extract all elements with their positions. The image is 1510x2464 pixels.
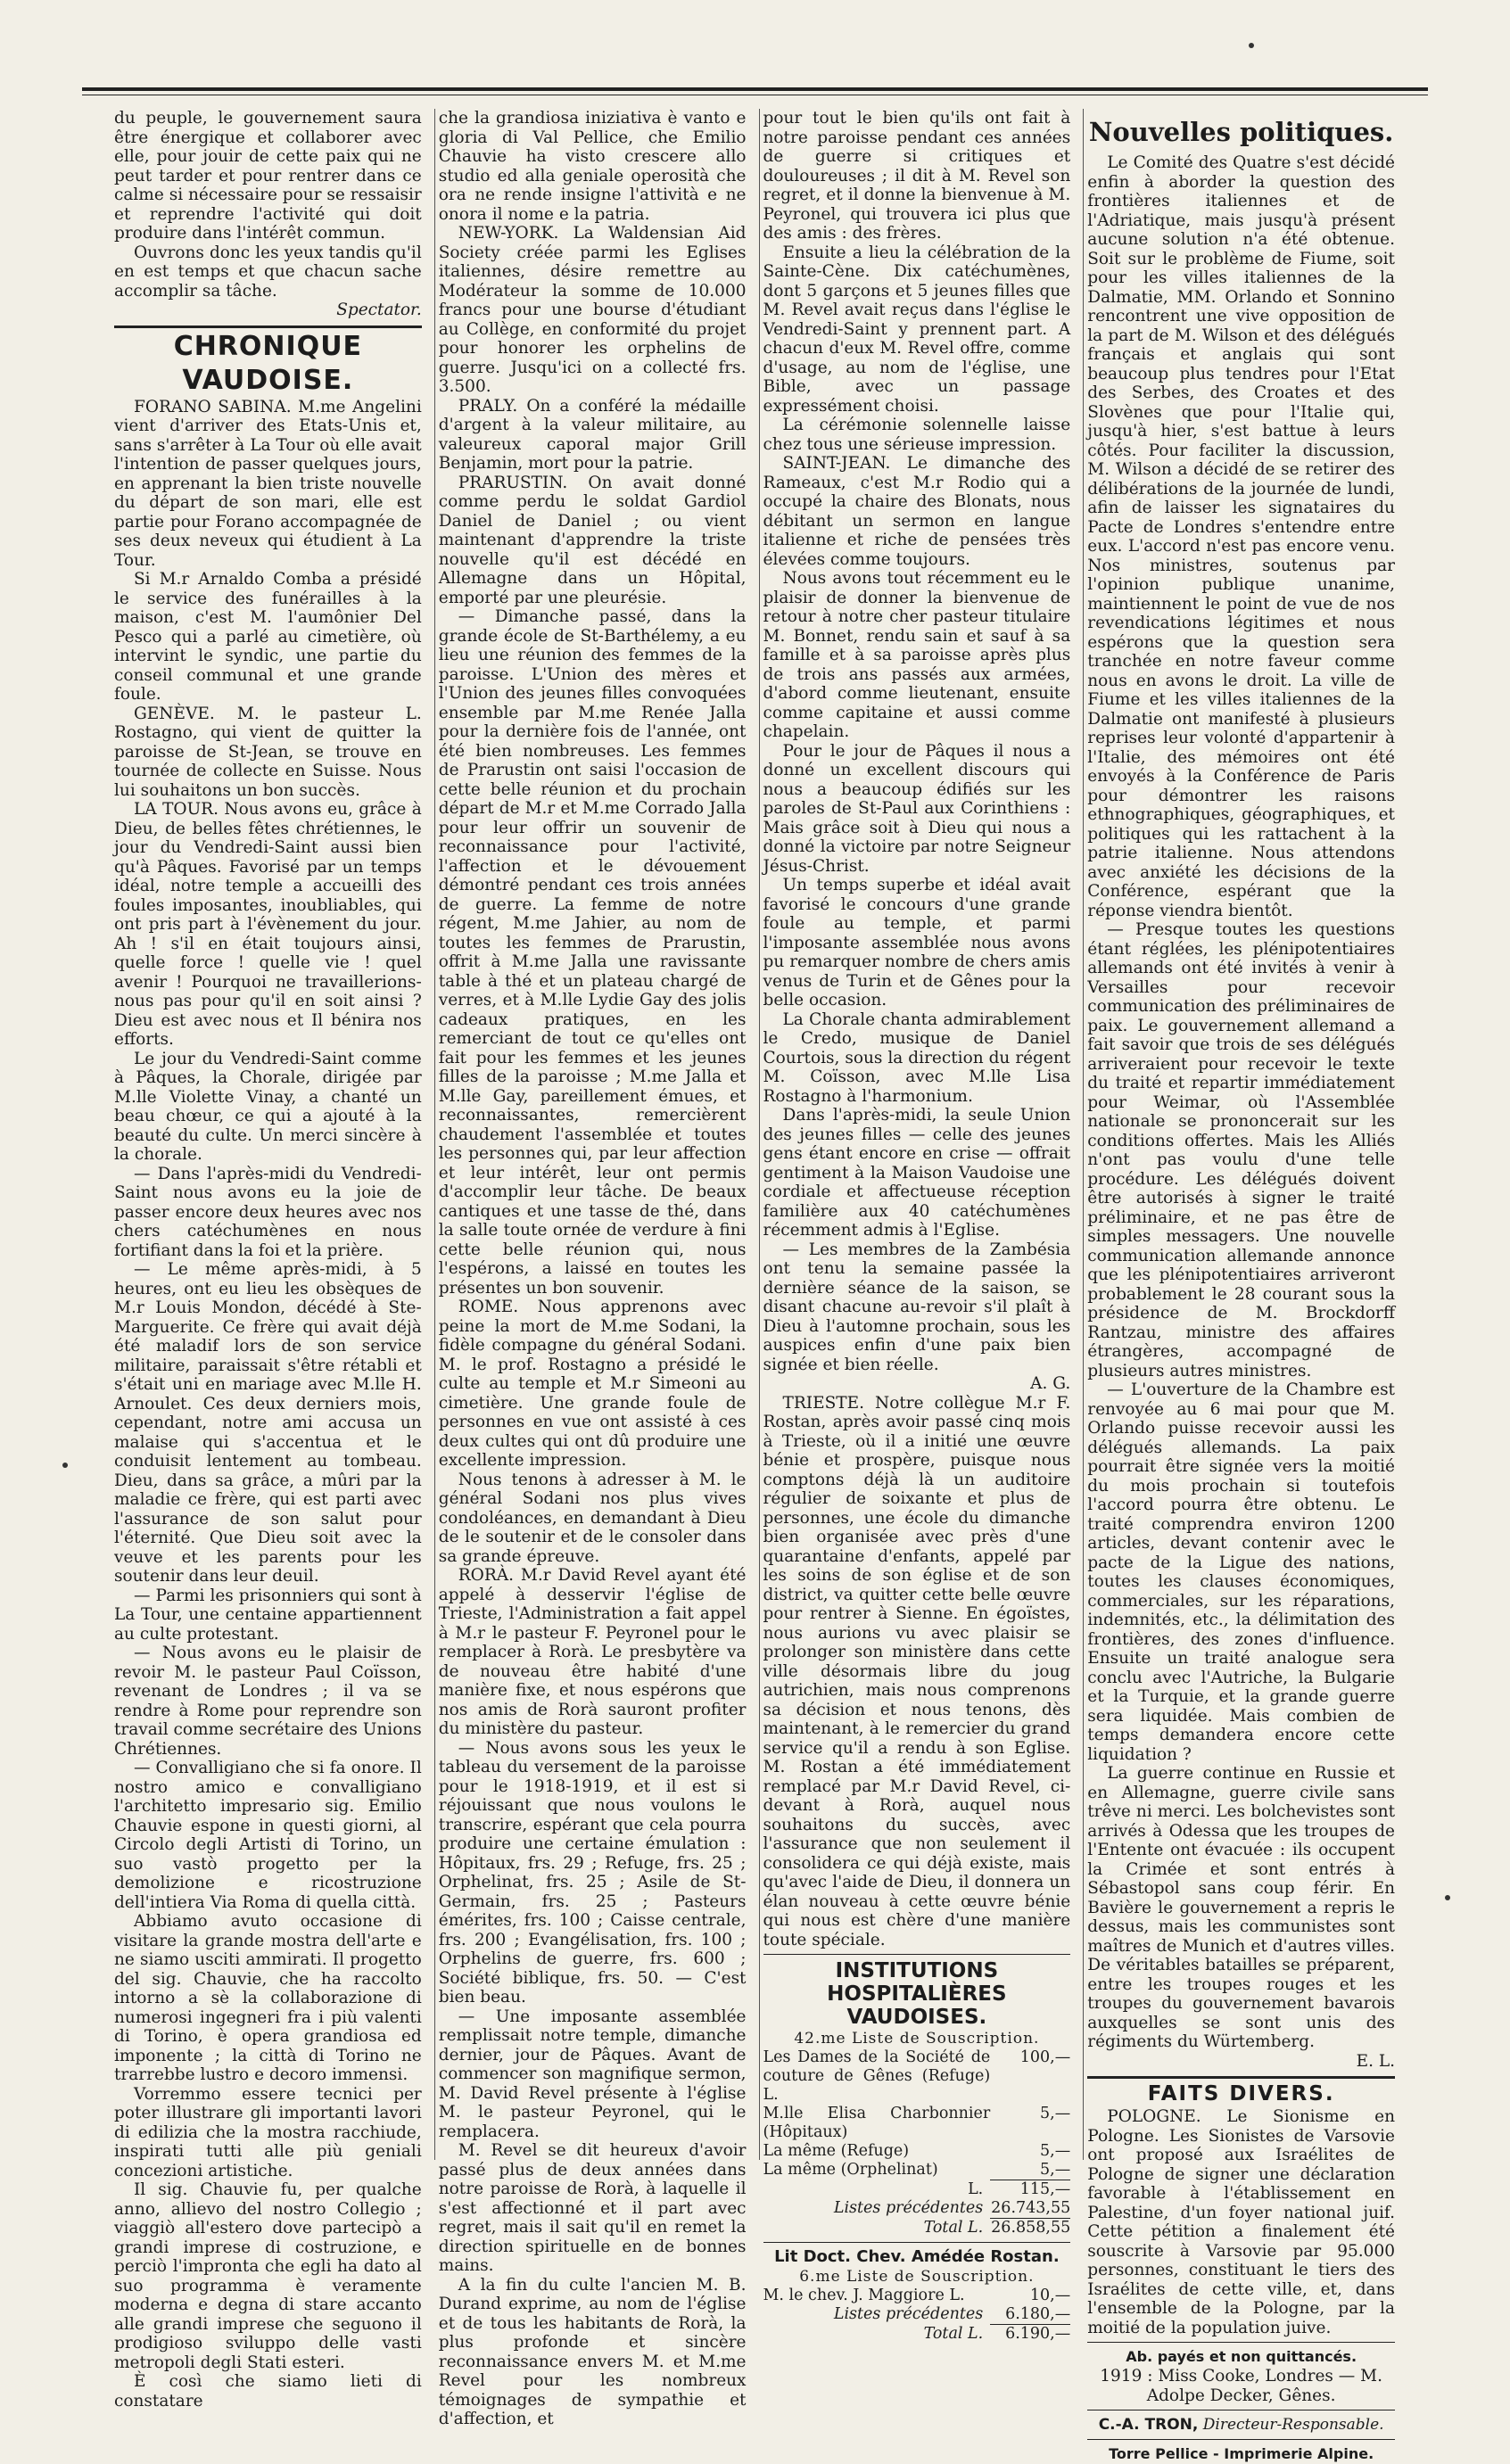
article-paragraph: PRALY. On a conféré la médaille d'argent à la valeur militaire, au valeureux caporal major Grill Benjamin, mort pour la patrie. xyxy=(438,396,747,473)
ledger-label: L. xyxy=(968,2180,984,2198)
article-paragraph: Le Comité des Quatre s'est décidé enfin à aborder la question des frontières italiennes et de l'Adriatique, mais jusqu'à présent aucune solution n'a été obtenue. Soit sur le problème de Fiume, soit pour les villes italiennes de la Dalmatie, MM. Orlando et Sonnino rencontrent une vive opposition de la part de M. Wilson et des délégués français et anglais qui sont beaucoup plus tendres pour l'Etat des Serbes, des Croates et des Slovènes que pour l'Italie qui, jusqu'à hier, s'est battue à leurs côtés. Pour faciliter la discussion, M. Wilson a décidé de se retirer des délibérations de la journée de lundi, afin de laisser les signataires du Pacte de Londres s'entendre entre eux. L'accord n'est pas encore venu. Nos ministres, soutenus par l'opinion publique unanime, maintiennent le point de vue de nos revendications légitimes et nous espérons que la question sera tranchée en notre faveur comme nous en avons le droit. La ville de Fiume et les villes italiennes de la Dalmatie ont manifesté à plusieurs reprises leur volonté d'appartenir à l'Italie, des mémoires ont été envoyés à la Conférence de Paris pour démontrer les raisons ethnographiques, géographiques, et politiques qui les rattachent à la patrie italienne. Nous attendons avec anxiété les décisions de la Conférence, espérant que la réponse viendra bientôt. xyxy=(1087,153,1395,920)
article-paragraph: La guerre continue en Russie et en Allemagne, guerre civile sans trêve ni merci. Les bolchevistes sont arrivés à Odessa que les troupes de l'Entente ont évacuée : ils occupent la Crimée et sont entrés à Sébastopol sans coup férir. En Bavière le gouvernement a repris le dessus, mais les communistes sont maîtres de Munich et d'autres villes. De véritables batailles se préparent, entre les troupes rouges et les troupes du gouvernement bavarois auxquelles se sont unis des régiments du Würtemberg. xyxy=(1087,1764,1395,2051)
ledger-amount: 5,— xyxy=(1040,2142,1071,2160)
lit-subscription-table xyxy=(763,2287,1071,2344)
column-2 xyxy=(434,109,750,2428)
section-rule xyxy=(1087,2439,1395,2440)
subscriptions-text: 1919 : Miss Cooke, Londres — M. Adolpe Decker, Gênes. xyxy=(1100,2367,1382,2405)
article-paragraph: RORÀ. M.r David Revel ayant été appelé à desservir l'église de Trieste, l'Administration a fait appel à M.r le pasteur F. Peyronel pour le remplacer à Rorà. Le presbytère va de nouveau être habité d'une manière fixe, et nous espérons que nos amis de Rorà sauront profiter du ministère du pasteur. xyxy=(438,1566,747,1738)
ledger-label: M. le chev. J. Maggiore L. xyxy=(763,2287,965,2304)
article-paragraph: LA TOUR. Nous avons eu, grâce à Dieu, de belles fêtes chrétiennes, le jour du Vendredi-Saint aussi bien qu'à Pâques. Favorisé par un temps idéal, notre temple a accueilli des foules imposantes, inoubliables, qui ont pris part à l'évènement du jour. Ah ! s'il en était toujours ainsi, quelle force ! quelle vie ! quel avenir ! Pourquoi ne travaillerions-nous pas pour qu'il en soit ainsi ? Dieu est avec nous et Il bénira nos efforts. xyxy=(114,800,422,1049)
section-rule xyxy=(763,2242,1071,2243)
table-row xyxy=(763,2105,1071,2142)
table-row xyxy=(763,2161,1071,2180)
ledger-amount: 5,— xyxy=(1040,2161,1071,2179)
ledger-label: Listes précédentes xyxy=(833,2199,984,2217)
article-paragraph: È così che siamo lieti di constatare xyxy=(114,2372,422,2410)
top-rule xyxy=(82,87,1428,91)
article-paragraph: — Parmi les prisonniers qui sont à La Tour, une centaine appartiennent au culte protestant. xyxy=(114,1586,422,1644)
article-paragraph: Ensuite a lieu la célébration de la Sainte-Cène. Dix catéchumènes, dont 5 garçons et 5 jeunes filles que M. Revel avait reçus dans l'église le Vendredi-Saint y prennent part. A chacun d'eux M. Revel offre, comme d'usage, au nom de l'église, une Bible, avec un passage expressément choisi. xyxy=(763,243,1071,416)
section-rule xyxy=(1087,2076,1395,2079)
article-paragraph: La cérémonie solennelle laisse chez tous une sérieuse impression. xyxy=(763,416,1071,454)
ledger-label: Listes précédentes xyxy=(833,2305,984,2323)
lit-heading: Lit Doct. Chev. Amédée Rostan. xyxy=(774,2247,1060,2266)
intro-paragraph: du peuple, le gouvernement saura être énergique et collaborer avec elle, pour jouir de cette paix qui ne peut tarder et pour rentrer dans ce calme si nécessaire pour se ressaisir et reprendre l'activité qui doit produire dans l'intérêt commun. xyxy=(114,109,422,243)
subscription-list-title: 42.me Liste de Souscription. xyxy=(794,2030,1040,2048)
article-paragraph: Il sig. Chauvie fu, per qualche anno, allievo del nostro Collegio ; viaggiò all'estero dove partecipò a grandi imprese di costruzione, e perciò l'impronta che egli ha dato al suo programma è veramente moderna e degna di stare accanto alle grandi imprese che seguono il prodigioso sviluppo delle vasti metropoli degli Stati esteri. xyxy=(114,2180,422,2372)
article-paragraph: — Convalligiano che si fa onore. Il nostro amico e convalligiano l'architetto impresario sig. Emilio Chauvie espone in questi giorni, al Circolo degli Artisti di Torino, un suo vastò progetto per la demolizione e ricostruzione dell'intiera Via Roma di quella città. xyxy=(114,1759,422,1912)
ledger-amount: 6.190,— xyxy=(990,2325,1070,2345)
article-signature: A. G. xyxy=(1030,1374,1071,1393)
printer-line: Torre Pellice - Imprimerie Alpine. xyxy=(1109,2445,1374,2462)
newspaper-page xyxy=(111,109,1399,2462)
institutions-heading-2: HOSPITALIÈRES VAUDOISES. xyxy=(827,1982,1007,2029)
page-mark xyxy=(62,1463,68,1468)
ledger-amount: 5,— xyxy=(1040,2105,1071,2122)
article-paragraph: GENÈVE. M. le pasteur L. Rostagno, qui vient de quitter la paroisse de St-Jean, se trouve en tournée de collecte en Suisse. Nous lui souhaitons un bon succès. xyxy=(114,704,422,800)
ledger-amount: 10,— xyxy=(1029,2287,1071,2304)
article-paragraph: Vorremmo essere tecnici per poter illustrare gli importanti lavori di edilizia che la mostra racchiude, inspirati tutti alle più geniali concezioni artistiche. xyxy=(114,2084,422,2180)
faits-divers-heading: FAITS DIVERS. xyxy=(1147,2082,1335,2106)
article-paragraph: — Une imposante assemblée remplissait notre temple, dimanche dernier, jour de Pâques. Avant de commencer son magnifique sermon, M. David Revel présente à l'église M. le pasteur Peyronel, qui le remplacera. xyxy=(438,2007,747,2141)
article-paragraph: — Dans l'après-midi du Vendredi-Saint nous avons eu la joie de passer encore deux heures avec nos chers catéchumènes en nous fortifiant dans la foi et la prière. xyxy=(114,1164,422,1260)
article-paragraph: — Dimanche passé, dans la grande école de St-Barthélemy, a eu lieu une réunion des femmes de la paroisse. L'Union des mères et l'Union des jeunes filles convoquées ensemble par M.me Renée Jalla pour la dernière fois de l'année, ont été bien nombreuses. Les femmes de Prarustin ont saisi l'occasion de cette belle réunion et du prochain départ de M.r et M.me Corrado Jalla pour leur offrir un souvenir de reconnaissance pour l'activité, l'affection et le dévouement démontré pendant ces trois années de guerre. La femme de notre régent, M.me Jahier, au nom de toutes les femmes de Prarustin, offrit à M.me Jalla une ravissante table à thé et un plateau chargé de verres, et à M.lle Lydie Gay des jolis cadeaux pratiques, en les remerciant de tout ce qu'elles ont fait pour les femmes et les jeunes filles de la paroisse ; M.me Jalla et M.lle Gay, pareillement émues, et reconnaissantes, remercièrent chaudement l'assemblée et toutes les personnes qui, par leur affection et leur intérêt, leur ont permis d'accomplir leur tâche. De beaux cantiques et une tasse de thé, dans la salle toute ornée de verdure à fini cette belle réunion qui, nous l'espérons, a laissé en toutes les présentes un bon souvenir. xyxy=(438,607,747,1298)
article-paragraph: M. Revel se dit heureux d'avoir passé plus de deux années dans notre paroisse de Rorà, à laquelle il s'est affectionné et il part avec regret, mais il sait qu'il en remet la direction spirituelle en de bonnes mains. xyxy=(438,2141,747,2275)
article-paragraph: Dans l'après-midi, la seule Union des jeunes filles — celle des jeunes gens étant encore en crise — offrait gentiment à la Maison Vaudoise une cordiale et affectueuse réception familière aux 40 catéchumènes récemment admis à l'Eglise. xyxy=(763,1106,1071,1240)
institutions-heading: INSTITUTIONS xyxy=(835,1959,999,1982)
editor-name: C.-A. TRON, xyxy=(1098,2416,1199,2434)
table-row xyxy=(763,2287,1071,2305)
subscriptions-heading: Ab. payés et non quittancés. xyxy=(1126,2348,1357,2365)
article-paragraph: Si M.r Arnaldo Comba a présidé le service des funérailles à la maison, c'est M. l'aumônier Del Pesco qui a parlé au cimetière, où intervint le syndic, une partie du conseil communal et une grande foule. xyxy=(114,570,422,704)
table-row xyxy=(763,2142,1071,2161)
article-paragraph: POLOGNE. Le Sionisme en Pologne. Les Sionistes de Varsovie ont proposé aux Israélites de Pologne de signer une déclaration favorable à l'établissement en Palestine, d'un foyer national juif. Cette pétition a finalement été souscrite à Varsovie par 95.000 personnes, constituant le tiers des Israélites de cette ville, et, dans l'ensemble de la Pologne, par la moitié de la population juive. xyxy=(1087,2107,1395,2337)
column-1 xyxy=(111,109,425,2410)
article-paragraph: — Les membres de la Zambésia ont tenu la semaine passée la dernière séance de la saison, se disant chacune au-revoir s'il plaît à Dieu à l'automne prochain, sous les auspices enfin d'une paix bien signée et bien réelle. xyxy=(763,1240,1071,1374)
intro-signature: Spectator. xyxy=(336,301,422,319)
article-paragraph: Un temps superbe et idéal avait favorisé le concours d'une grande foule au temple, et parmi l'imposante assemblée nous avons pu remarquer nombre de chers amis venus de Turin et de Gênes pour la belle occasion. xyxy=(763,876,1071,1009)
article-paragraph: Pour le jour de Pâques il nous a donné un excellent discours qui nous a beaucoup édifiés sur les paroles de St-Paul aux Corinthiens : Mais grâce soit à Dieu qui nous a donné la victoire par notre Seigneur Jésus-Christ. xyxy=(763,741,1071,876)
ledger-amount: 26.743,55 xyxy=(991,2199,1071,2217)
table-row-total xyxy=(763,2325,1071,2345)
article-paragraph: — Presque toutes les questions étant réglées, les plénipotentiaires allemands ont été invités à venir à Versailles pour recevoir communication des préliminaires de paix. Le gouvernement allemand a fait savoir que trois de ses délégués arriveraient pour recevoir le texte du traité et repartir immédiatement pour Weimar, où l'Assemblée nationale se prononcerait sur les conditions offertes. Mais les Alliés n'ont pas voulu d'une telle procédure. Les délégués doivent être autorisés à signer le traité préliminaire, et ne pas être de simples messagers. Une nouvelle communication allemande annonce que les plénipotentiaires arriveront probablement le 28 courant sous la présidence de M. Brockdorff Rantzau, ministre des affaires étrangères, accompagné de plusieurs autres ministres. xyxy=(1087,920,1395,1380)
article-paragraph: che la grandiosa iniziativa è vanto e gloria di Val Pellice, che Emilio Chauvie ha visto crescere allo studio ed alla geniale operosità che ora ne rende insigne l'attività e ne onora il nome e la patria. xyxy=(438,109,747,224)
lit-subscription-title: 6.me Liste de Souscription. xyxy=(799,2268,1035,2286)
column-4 xyxy=(1083,109,1399,2462)
table-row-total xyxy=(763,2219,1071,2238)
article-paragraph: NEW-YORK. La Waldensian Aid Society créée parmi les Eglises italiennes, désire remettre au Modérateur la somme de 10.000 francs pour une bourse d'étudiant au Collège, en conformité du projet pour honorer les orphelins de guerre. Jusqu'ici on a collecté frs. 3.500. xyxy=(438,224,747,396)
page-mark xyxy=(1249,43,1254,48)
editor-role: Directeur-Responsable. xyxy=(1202,2416,1384,2434)
article-paragraph: SAINT-JEAN. Le dimanche des Rameaux, c'est M.r Rodio qui a occupé la chaire des Blonats, nous débitant un sermon en langue italienne et riche de pensées très élevées comme toujours. xyxy=(763,454,1071,569)
article-paragraph: La Chorale chanta admirablement le Credo, musique de Daniel Courtois, sous la direction du régent M. Coïsson, avec M.lle Lisa Rostagno à l'harmonium. xyxy=(763,1009,1071,1106)
table-row-sum xyxy=(763,2180,1071,2200)
article-paragraph: Abbiamo avuto occasione di visitare la grande mostra dell'arte e ne siamo usciti ammirati. Il progetto del sig. Chauvie, che ha raccolto intorno a sè la collaborazione di numerosi ingegneri fra i più valenti di Torino, è opera grandiosa ed imponente ; la città di Torino ne trarrebbe lustro e decoro immensi. xyxy=(114,1912,422,2084)
intro-text xyxy=(114,109,422,320)
article-paragraph: PRARUSTIN. On avait donné comme perdu le soldat Gardiol Daniel de Daniel ; ou vient maintenant d'apprendre la triste nouvelle qu'il est décédé en Allemagne dans un Hôpital, emporté par une pleurésie. xyxy=(438,473,747,607)
table-row-previous xyxy=(763,2305,1071,2325)
article-paragraph: Nous tenons à adresser à M. le général Sodani nos plus vives condoléances, en demandant à Dieu de le soutenir et de le consoler dans sa grande épreuve. xyxy=(438,1470,747,1566)
ledger-amount: 115,— xyxy=(990,2180,1070,2200)
ledger-label: La même (Refuge) xyxy=(763,2142,910,2160)
intro-paragraph: Ouvrons donc les yeux tandis qu'il en est temps et que chacun sache accomplir sa tâche. xyxy=(114,243,422,301)
article-paragraph: Nous avons tout récemment eu le plaisir de donner la bienvenue de retour à notre cher pasteur titulaire M. Bonnet, rendu sain et sauf à sa famille et à sa paroisse après plus de trois ans passés aux armées, d'abord comme lieutenant, ensuite comme capitaine et aussi comme chapelain. xyxy=(763,569,1071,741)
ledger-amount: 26.858,55 xyxy=(991,2219,1071,2237)
page-mark xyxy=(1445,1895,1450,1900)
editor-line xyxy=(1087,2415,1395,2435)
column-3 xyxy=(759,109,1075,2343)
section-rule xyxy=(1087,2342,1395,2343)
ledger-label: Total L. xyxy=(923,2324,984,2343)
article-signature: E. L. xyxy=(1356,2051,1395,2071)
article-paragraph: ROME. Nous apprenons avec peine la mort de M.me Sodani, la fidèle compagne du général Sodani. M. le prof. Rostagno a présidé le culte au temple et M.r Simeoni au cimetière. Une grande foule de personnes en vue ont assisté à ces deux cultes qui ont dû produire une excellente impression. xyxy=(438,1298,747,1470)
section-rule xyxy=(114,326,422,328)
nouvelles-heading: Nouvelles politiques. xyxy=(1088,117,1394,147)
table-row xyxy=(763,2048,1071,2105)
ledger-amount: 6.180,— xyxy=(1005,2305,1071,2323)
ledger-label: La même (Orphelinat) xyxy=(763,2161,938,2179)
article-paragraph: pour tout le bien qu'ils ont fait à notre paroisse pendant ces années de guerre si critiques et douloureuses ; il dit à M. Revel son regret, et il donne la bienvenue à M. Peyronel, qui trouvera ici plus que des amis : des frères. xyxy=(763,109,1071,243)
article-paragraph: — L'ouverture de la Chambre est renvoyée au 6 mai pour que M. Orlando puisse recevoir aussi les délégués allemands. La paix pourrait être signée vers la moitié du mois prochain si toutefois l'accord pourra être obtenu. Le traité comprendra environ 1200 articles, devant contenir avec le pacte de la Ligue des nations, toutes les clauses économiques, commerciales, sur les réparations, indemnités, etc., la délimitation des frontières, des zones d'influence. Ensuite un traité analogue sera conclu avec l'Autriche, la Bulgarie et la Turquie, et la grande guerre sera liquidée. Mais combien de temps demandera encore cette liquidation ? xyxy=(1087,1380,1395,1764)
ledger-label: Total L. xyxy=(923,2218,984,2237)
article-paragraph: Le jour du Vendredi-Saint comme à Pâques, la Chorale, dirigée par M.lle Violette Vinay, a chanté un beau chœur, ce qui a ajouté à la beauté du culte. Un merci sincère à la chorale. xyxy=(114,1049,422,1164)
ledger-label: Les Dames de la Société de couture de Gênes (Refuge) L. xyxy=(763,2048,991,2104)
section-rule xyxy=(763,1954,1071,1955)
article-paragraph: A la fin du culte l'ancien M. B. Durand exprime, au nom de l'église et de tous les habitants de Rorà, la plus profonde et sincère reconnaissance envers M. et M.me Revel pour les nombreux témoignages de sympathie et d'affection, et xyxy=(438,2275,747,2428)
ledger-amount: 100,— xyxy=(1019,2048,1071,2066)
ledger-label: M.lle Elisa Charbonnier (Hôpitaux) xyxy=(763,2105,991,2141)
article-paragraph: — Le même après-midi, à 5 heures, ont eu lieu les obsèques de M.r Louis Mondon, décédé à Ste-Marguerite. Ce frère qui avait déjà été maladif lors de son service militaire, paraissait s'être rétabli et s'était uni en mariage avec M.lle H. Arnoulet. Ces deux derniers mois, cependant, notre ami accusa un malaise qui s'accentua et le conduisit lentement au tombeau. Dieu, dans sa grâce, a mûri par la maladie ce frère, qui est parti avec l'assurance de son salut pour l'éternité. Que Dieu soit avec la veuve et les parents pour les soutenir dans leur deuil. xyxy=(114,1260,422,1586)
subscription-table xyxy=(763,2048,1071,2237)
article-paragraph: — Nous avons sous les yeux le tableau du versement de la paroisse pour le 1918-1919, et il est si réjouissant que nous voulons le transcrire, espérant que cela pourra produire une certaine émulation : Hôpitaux, frs. 29 ; Refuge, frs. 25 ; Orphelinat, frs. 25 ; Asile de St-Germain, frs. 25 ; Pasteurs émérites, frs. 100 ; Caisse centrale, frs. 200 ; Evangélisation, frs. 100 ; Orphelins de guerre, frs. 600 ; Société biblique, frs. 50. — C'est bien beau. xyxy=(438,1738,747,2007)
article-paragraph: TRIESTE. Notre collègue M.r F. Rostan, après avoir passé cinq mois à Trieste, où il a initié une œuvre bénie et prospère, puisque nous comptons déjà là un auditoire régulier de soixante et plus de personnes, une école du dimanche bien organisée avec près d'une quarantaine d'enfants, appelé par les soins de son église et de son district, va quitter cette belle œuvre pour rentrer à Sienne. En égoïstes, nous aurions vu avec plaisir se prolonger son ministère dans cette ville désormais libre du joug autrichien, mais nous comprenons sa décision et nous tenons, dès maintenant, à le remercier du grand service qu'il a rendu à son Eglise. M. Rostan a été immédiatement remplacé par M.r David Revel, ci-devant à Rorà, auquel nous souhaitons du succès, avec l'assurance que non seulement il consolidera ce qui déjà existe, mais qu'avec l'aide de Dieu, il donnera un élan nouveau à cette œuvre bénie qui nous est chère d'une manière toute spéciale. xyxy=(763,1393,1071,1949)
chronique-heading: CHRONIQUE VAUDOISE. xyxy=(173,330,363,396)
article-paragraph: — Nous avons eu le plaisir de revoir M. le pasteur Paul Coïsson, revenant de Londres ; il va se rendre à Rome pour reprendre son travail comme secrétaire des Unions Chrétiennes. xyxy=(114,1644,422,1759)
article-paragraph: FORANO SABINA. M.me Angelini vient d'arriver des Etats-Unis et, sans s'arrêter à La Tour où elle avait l'intention de passer quelques jours, en apprenant la bien triste nouvelle du départ de son mari, elle est partie pour Forano accompagnée de ses deux neveux qui étudient à La Tour. xyxy=(114,397,422,570)
table-row-previous xyxy=(763,2199,1071,2219)
chronique-body xyxy=(114,398,422,2411)
